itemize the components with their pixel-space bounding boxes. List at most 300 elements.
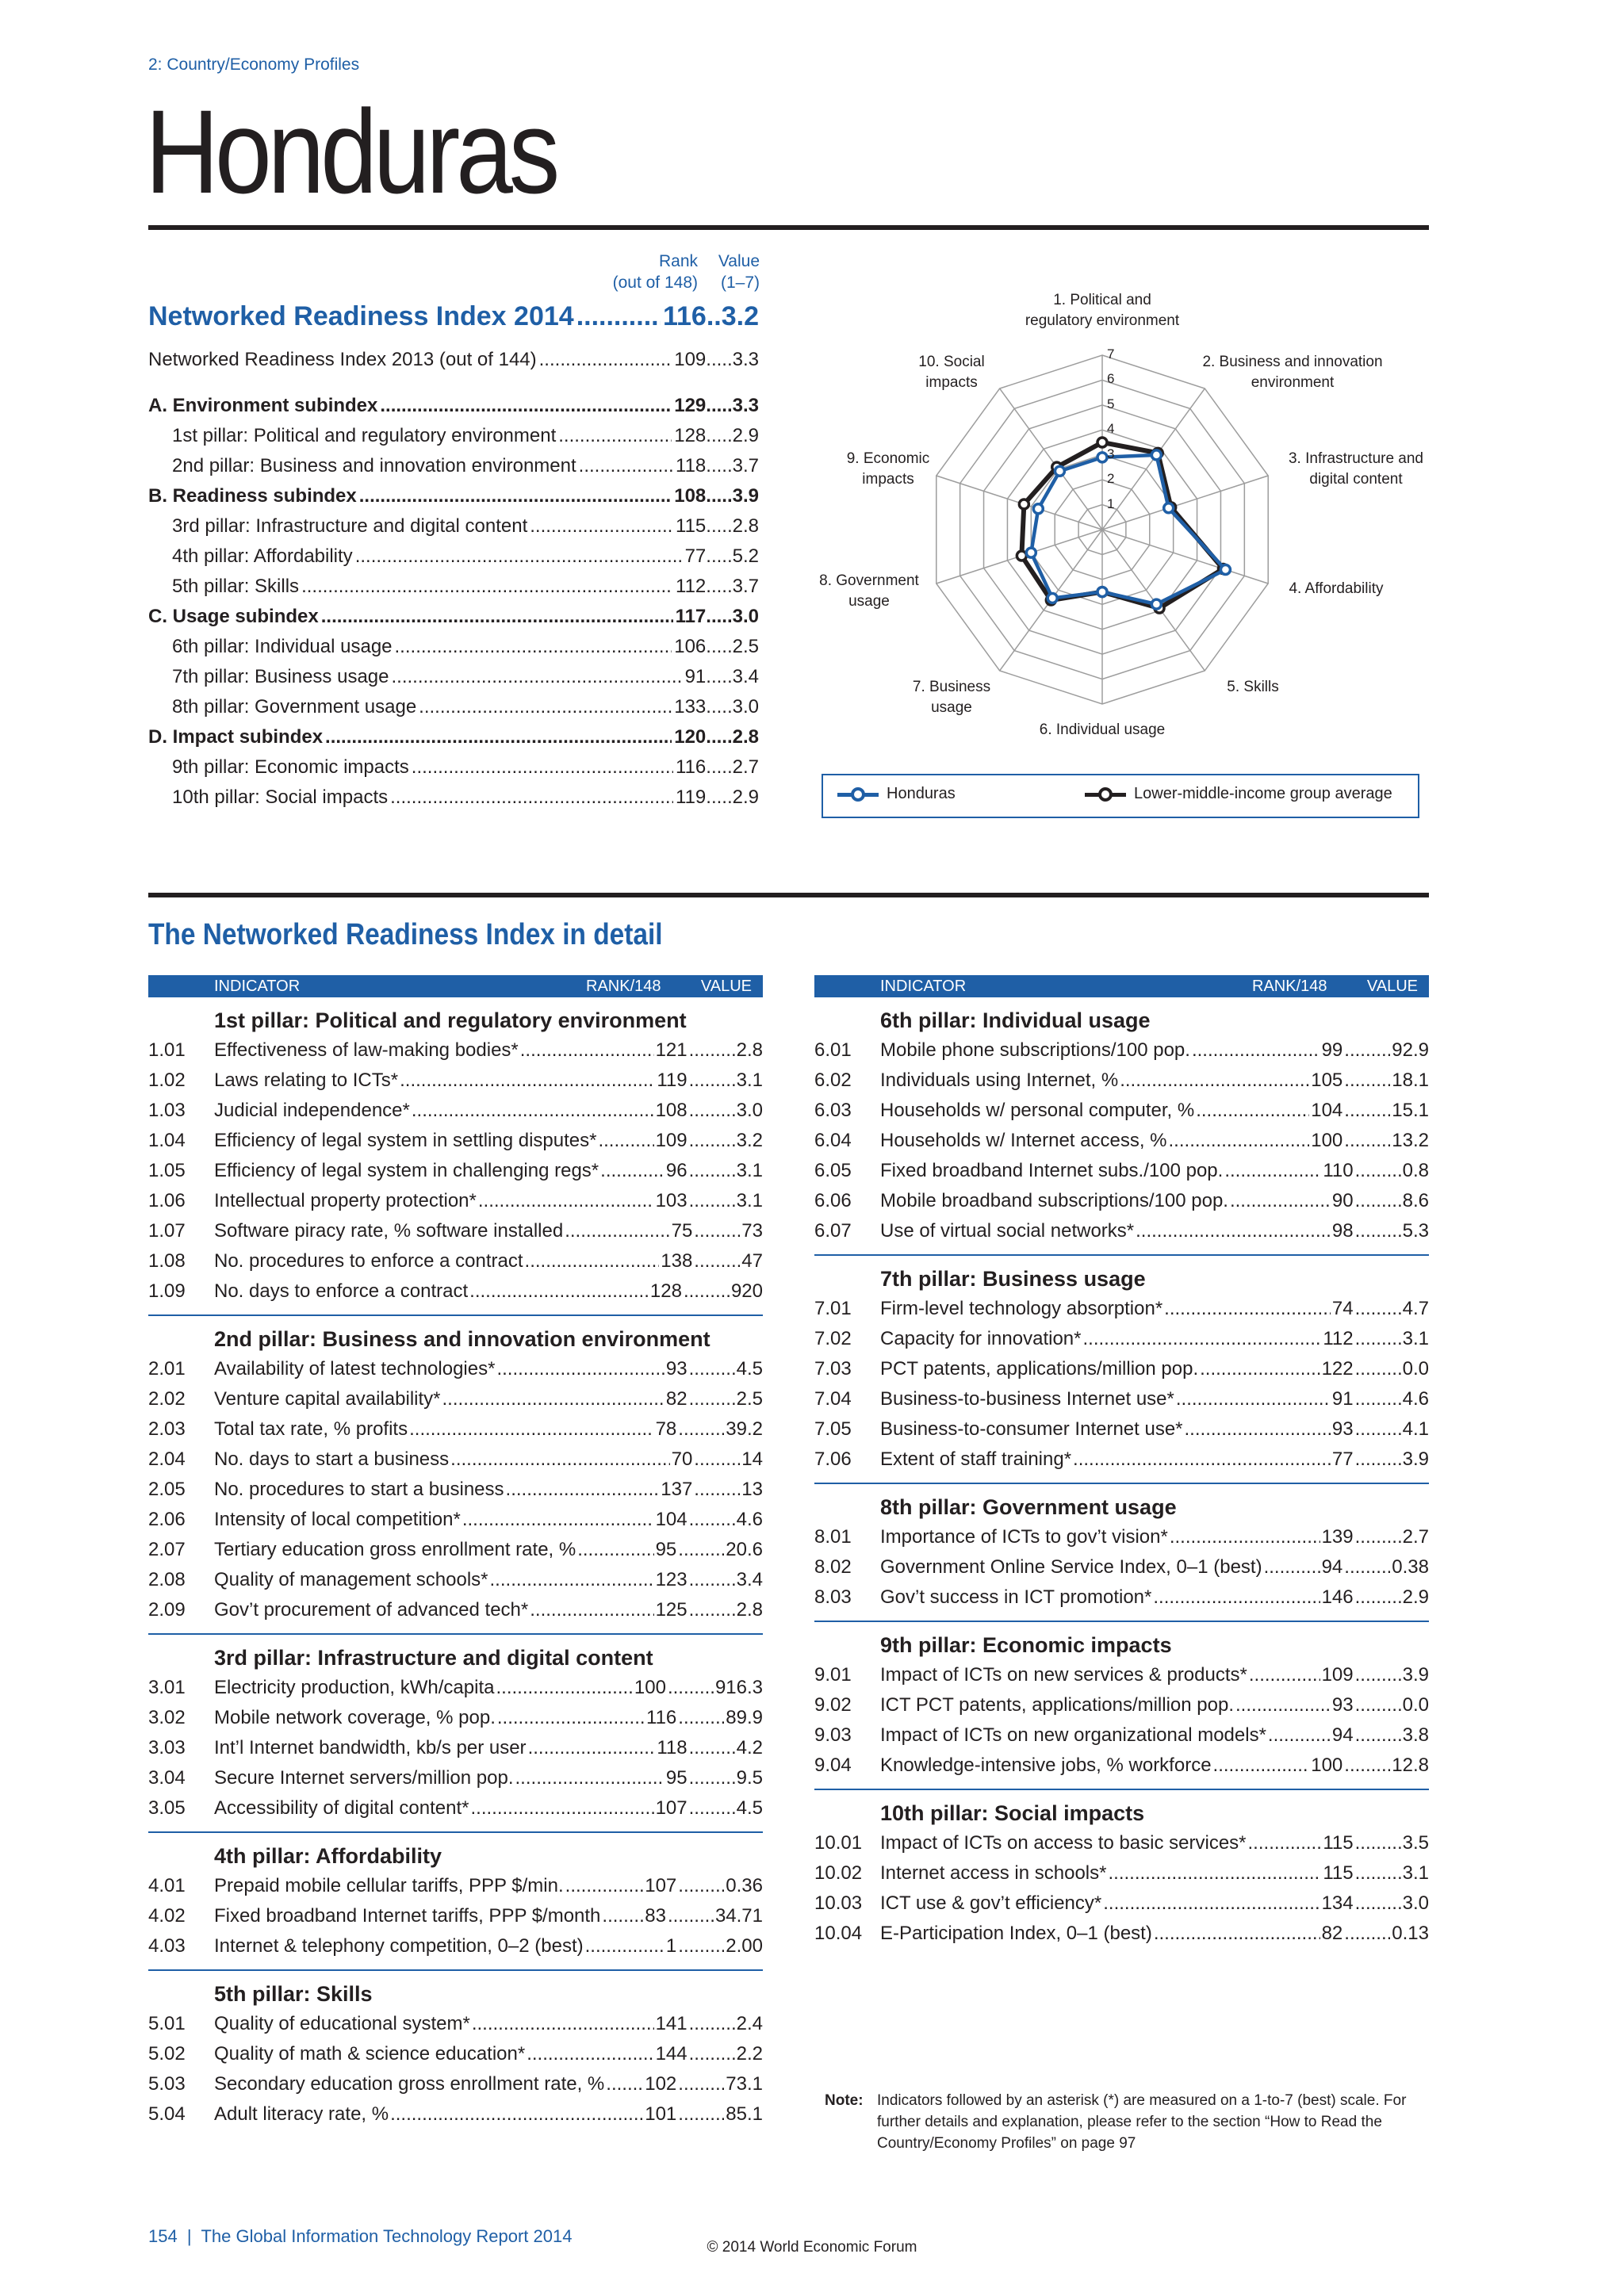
indicator-row: [148, 1565, 763, 1595]
leader-sep: .....: [706, 395, 733, 416]
radar-tick-label: 1: [1107, 496, 1115, 511]
overview-row: [148, 395, 759, 422]
leader-dots: [565, 1875, 644, 1897]
indicator-rank: 116: [646, 1707, 677, 1728]
indicator-rank: 96: [665, 1160, 688, 1181]
column-header-left: [148, 975, 763, 997]
indicator-value: 15.1: [1392, 1100, 1429, 1121]
leader-sep: .....: [706, 756, 733, 778]
indicator-name: Fixed broadband Internet subs./100 pop.: [880, 1160, 1224, 1181]
indicator-value: 0.0: [1402, 1694, 1429, 1716]
leader-dots: [689, 2043, 735, 2065]
leader-dots: [1344, 1039, 1390, 1062]
indicator-rank: 121: [655, 1039, 688, 1061]
indicator-name: No. procedures to start a business: [214, 1479, 504, 1500]
indicator-row: [814, 1186, 1429, 1216]
indicator-name: Government Online Service Index, 0–1 (best): [880, 1556, 1262, 1578]
leader-dots: [668, 1905, 714, 1927]
leader-dots: [684, 1280, 730, 1303]
indicator-value: 2.4: [736, 2013, 763, 2034]
indicator-row: [148, 1186, 763, 1216]
overview-row-value: 2.5: [732, 636, 759, 657]
indicator-value: 3.9: [1402, 1448, 1429, 1470]
indicator-rank: 109: [1321, 1664, 1354, 1686]
indicator-name: Gov’t procurement of advanced tech*: [214, 1599, 529, 1621]
leader-dots: [689, 1797, 735, 1820]
leader-sep: ..: [706, 301, 722, 331]
leader-dots: [689, 1767, 735, 1789]
overview-row-rank: 117: [675, 606, 707, 627]
indicator-row: [148, 1535, 763, 1565]
indicator-rank: 74: [1331, 1298, 1354, 1319]
radar-point: [1055, 466, 1064, 476]
value-header-line1: Value: [718, 252, 760, 270]
indicator-value: 0.13: [1392, 1923, 1429, 1944]
indicator-value: 0.0: [1402, 1358, 1429, 1380]
radar-axis-label-line: regulatory environment: [1025, 312, 1180, 329]
pillar-section: [814, 1005, 1429, 1256]
radar-axis-label-line: 3. Infrastructure and: [1288, 450, 1424, 467]
leader-dots: [600, 1160, 665, 1182]
leader-dots: [1355, 1448, 1401, 1471]
indicator-code: 2.07: [148, 1539, 186, 1560]
indicator-name: Internet access in schools*: [880, 1862, 1107, 1884]
indicator-rank: 115: [1323, 1832, 1354, 1854]
leader-dots: [527, 2043, 653, 2065]
pillar-title: 9th pillar: Economic impacts: [880, 1633, 1172, 1657]
indicator-row: [148, 1066, 763, 1096]
leader-dots: [694, 1448, 740, 1471]
indicator-row: [148, 1384, 763, 1414]
indicator-code: 9.03: [814, 1724, 852, 1746]
indicator-value: 4.2: [736, 1737, 763, 1758]
pillar-title: 5th pillar: Skills: [214, 1982, 373, 2006]
overview-row-value: 5.2: [732, 545, 759, 567]
leader-dots: [1192, 1039, 1320, 1062]
indicator-value: 18.1: [1392, 1070, 1429, 1091]
leader-dots: [1185, 1418, 1331, 1441]
indicator-name: No. days to enforce a contract: [214, 1280, 469, 1302]
radar-axis-label-line: 9. Economic: [846, 450, 930, 467]
pillar-title: 4th pillar: Affordability: [214, 1844, 442, 1868]
indicator-code: 3.03: [148, 1737, 186, 1758]
indicator-row: [814, 1828, 1429, 1858]
leader-dots: [1355, 1160, 1401, 1182]
indicator-value: 9.5: [736, 1767, 763, 1789]
indicator-value: 920: [730, 1280, 763, 1302]
leader-dots: [577, 1539, 653, 1561]
leader-sep: .....: [706, 515, 733, 537]
pillar-divider: [148, 1969, 763, 1971]
radar-axis-label-line: 8. Government: [819, 572, 919, 589]
leader-dots: [442, 1388, 665, 1410]
leader-sep: .....: [706, 696, 733, 718]
legend-swatch-group-average: [1085, 786, 1126, 802]
indicator-code: 3.04: [148, 1767, 186, 1789]
overview-row: [148, 515, 759, 542]
leader-dots: [689, 1039, 735, 1062]
indicator-row: [814, 1035, 1429, 1066]
leader-dots: [471, 1797, 654, 1820]
leader-dots: [1176, 1388, 1331, 1410]
radar-point: [1164, 503, 1174, 513]
leader-dots: [497, 1707, 645, 1729]
indicator-value: 13.2: [1392, 1130, 1429, 1151]
indicator-name: Accessibility of digital content*: [214, 1797, 469, 1819]
indicator-value: 0.36: [726, 1875, 763, 1896]
indicator-rank: 108: [655, 1100, 688, 1121]
leader-dots: [1355, 1526, 1401, 1548]
pillar-title: 1st pillar: Political and regulatory environment: [214, 1008, 687, 1032]
leader-dots: [694, 1220, 740, 1242]
overview-row-value: 2.8: [732, 515, 759, 537]
leader-dots: [412, 756, 673, 779]
indicator-rank: 100: [1311, 1755, 1343, 1776]
indicator-code: 3.02: [148, 1707, 186, 1728]
mid-rule: [148, 893, 1429, 897]
indicator-code: 6.03: [814, 1100, 852, 1121]
overview-row-value: 2.7: [732, 756, 759, 778]
overview-row: [148, 786, 759, 813]
indicator-name: Quality of management schools*: [214, 1569, 488, 1590]
indicator-code: 7.06: [814, 1448, 852, 1470]
leader-dots: [678, 1875, 724, 1897]
leader-dots: [694, 1479, 740, 1501]
indicator-rank: 122: [1321, 1358, 1354, 1380]
indicator-name: Capacity for innovation*: [880, 1328, 1082, 1349]
radar-axis-label: [829, 449, 948, 490]
leader-dots: [579, 455, 673, 477]
indicator-rank: 119: [657, 1070, 688, 1091]
radar-point: [1097, 587, 1107, 597]
leader-dots: [1355, 1832, 1401, 1854]
overview-row-rank: 108: [674, 485, 707, 507]
indicator-value: 47: [741, 1250, 763, 1272]
pillar-section: [814, 1798, 1429, 1949]
indicator-value: 12.8: [1392, 1755, 1429, 1776]
indicator-code: 5.01: [148, 2013, 186, 2034]
leader-dots: [1164, 1298, 1331, 1320]
leader-dots: [689, 1190, 735, 1212]
indicator-code: 7.01: [814, 1298, 852, 1319]
indicator-rank: 104: [655, 1509, 688, 1530]
leader-dots: [528, 1737, 656, 1759]
leader-dots: [1224, 1160, 1321, 1182]
indicator-rank: 146: [1321, 1586, 1354, 1608]
overview-row-label: 5th pillar: Skills: [172, 576, 300, 597]
indicator-name: Software piracy rate, % software installed: [214, 1220, 564, 1242]
indicator-row: [814, 1294, 1429, 1324]
indicator-value: 2.8: [736, 1599, 763, 1621]
indicator-name: Effectiveness of law-making bodies*: [214, 1039, 519, 1061]
indicator-value: 92.9: [1392, 1039, 1429, 1061]
radar-axis-label-line: 2. Business and innovation: [1202, 354, 1383, 370]
leader-dots: [1355, 1220, 1401, 1242]
indicator-value: 34.71: [714, 1905, 763, 1927]
overview-row-value: 3.3: [732, 349, 759, 370]
indicator-value: 2.2: [736, 2043, 763, 2064]
indicator-code: 3.05: [148, 1797, 186, 1819]
leader-sep: .....: [706, 485, 733, 507]
leader-dots: [325, 726, 672, 748]
radar-axis-label: [888, 677, 1015, 718]
leader-dots: [689, 1569, 735, 1591]
indicator-row: [148, 1276, 763, 1307]
overview-row-rank: 120: [674, 726, 707, 748]
indicator-value: 39.2: [726, 1418, 763, 1440]
overview-row-value: 3.9: [732, 485, 759, 507]
indicator-row: [814, 1751, 1429, 1781]
indicator-code: 9.02: [814, 1694, 852, 1716]
leader-dots: [530, 515, 673, 538]
leader-dots: [558, 425, 672, 447]
radar-axis-label: [1257, 579, 1415, 599]
indicator-code: 2.01: [148, 1358, 186, 1380]
indicator-rank: 110: [1323, 1160, 1354, 1181]
indicator-name: Internet & telephony competition, 0–2 (best): [214, 1935, 584, 1957]
indicator-rank: 144: [655, 2043, 688, 2064]
indicator-name: Adult literacy rate, %: [214, 2103, 389, 2125]
overview-row-rank: 77: [684, 545, 707, 567]
overview-row: [148, 636, 759, 663]
indicator-rank: 78: [655, 1418, 677, 1440]
leader-dots: [1154, 1923, 1320, 1945]
detail-title: The Networked Readiness Index in detail: [148, 918, 663, 951]
leader-dots: [1355, 1358, 1401, 1380]
indicator-row: [148, 1414, 763, 1445]
indicator-name: Efficiency of legal system in settling disputes*: [214, 1130, 597, 1151]
detail-column-right: [814, 975, 1429, 1949]
leader-dots: [689, 1070, 735, 1092]
leader-dots: [462, 1509, 654, 1531]
leader-dots: [1170, 1526, 1320, 1548]
leader-sep: .....: [706, 545, 733, 567]
indicator-name: Households w/ Internet access, %: [880, 1130, 1167, 1151]
leader-dots: [1248, 1832, 1322, 1854]
right-pillars: [814, 1005, 1429, 1949]
indicator-row: [814, 1096, 1429, 1126]
indicator-value: 3.1: [736, 1160, 763, 1181]
indicator-code: 2.08: [148, 1569, 186, 1590]
indicator-value: 3.0: [1402, 1892, 1429, 1914]
pillar-title: 6th pillar: Individual usage: [880, 1008, 1151, 1032]
indicator-name: Venture capital availability*: [214, 1388, 441, 1410]
leader-dots: [1200, 1358, 1320, 1380]
overview-row-value: 3.0: [732, 696, 759, 718]
leader-dots: [689, 1388, 735, 1410]
country-title: Honduras: [145, 85, 557, 218]
indicator-code: 6.07: [814, 1220, 852, 1242]
legend-item-honduras: [837, 785, 956, 803]
indicator-name: Business-to-business Internet use*: [880, 1388, 1174, 1410]
indicator-row: [148, 1763, 763, 1793]
indicator-code: 2.06: [148, 1509, 186, 1530]
leader-dots: [1153, 1586, 1320, 1609]
column-header-indicator: INDICATOR: [880, 978, 967, 995]
leader-dots: [565, 1220, 669, 1242]
indicator-row: [814, 1216, 1429, 1246]
leader-dots: [355, 545, 683, 568]
leader-dots: [1169, 1130, 1310, 1152]
overview-row-label: 7th pillar: Business usage: [172, 666, 389, 687]
leader-dots: [1082, 1328, 1321, 1350]
radar-chart: [809, 285, 1443, 840]
indicator-rank: 107: [655, 1797, 688, 1819]
indicator-name: No. procedures to enforce a contract: [214, 1250, 523, 1272]
indicator-row: [814, 1690, 1429, 1720]
indicator-rank: 1: [665, 1935, 677, 1957]
radar-point: [1151, 599, 1161, 609]
indicator-value: 3.2: [736, 1130, 763, 1151]
indicator-code: 5.04: [148, 2103, 186, 2125]
indicator-code: 2.09: [148, 1599, 186, 1621]
indicator-code: 6.02: [814, 1070, 852, 1091]
leader-dots: [490, 1569, 654, 1591]
indicator-name: Tertiary education gross enrollment rate, %: [214, 1539, 576, 1560]
legend-label-group-average: Lower-middle-income group average: [1134, 785, 1392, 802]
leader-dots: [539, 349, 672, 371]
leader-dots: [1344, 1130, 1390, 1152]
overview-row: [148, 425, 759, 452]
indicator-rank: 94: [1321, 1556, 1343, 1578]
indicator-value: 2.00: [726, 1935, 763, 1957]
radar-point: [1097, 438, 1107, 447]
indicator-rank: 95: [665, 1767, 688, 1789]
indicator-rank: 70: [671, 1448, 693, 1470]
indicator-rank: 125: [655, 1599, 688, 1621]
radar-point: [1017, 551, 1026, 561]
indicator-name: Firm-level technology absorption*: [880, 1298, 1163, 1319]
leader-dots: [1344, 1755, 1390, 1777]
nri-2014-rank: 116: [662, 301, 707, 331]
indicator-rank: 118: [657, 1737, 688, 1758]
indicator-rank: 115: [1323, 1862, 1354, 1884]
indicator-row: [814, 1384, 1429, 1414]
legend-item-group-average: [1085, 785, 1392, 803]
indicator-rank: 128: [649, 1280, 682, 1302]
radar-axis-label-line: impacts: [862, 471, 914, 488]
leader-dots: [520, 1039, 654, 1062]
indicator-rank: 141: [655, 2013, 688, 2034]
note-text: Indicators followed by an asterisk (*) are measured on a 1-to-7 (best) scale. For further details and explanation, please refer to the section “How to Read the Country/Economy Profiles” on page 97: [877, 2092, 1407, 2152]
indicator-value: 3.1: [1402, 1862, 1429, 1884]
indicator-code: 1.02: [148, 1070, 186, 1091]
indicator-value: 8.6: [1402, 1190, 1429, 1211]
indicator-name: ICT use & gov’t efficiency*: [880, 1892, 1102, 1914]
overview-row-rank: 133: [674, 696, 707, 718]
radar-axis-label-line: usage: [848, 593, 890, 610]
indicator-code: 9.04: [814, 1755, 852, 1776]
indicator-rank: 134: [1321, 1892, 1354, 1914]
radar-axis-label-line: 4. Affordability: [1289, 580, 1384, 597]
indicator-code: 1.01: [148, 1039, 186, 1061]
leader-sep: .....: [706, 636, 733, 657]
leader-dots: [1213, 1755, 1310, 1777]
indicator-value: 2.5: [736, 1388, 763, 1410]
pillar-section: [148, 1841, 763, 1971]
indicator-code: 1.07: [148, 1220, 186, 1242]
indicator-name: Households w/ personal computer, %: [880, 1100, 1195, 1121]
overview-row-label: 1st pillar: Political and regulatory environment: [172, 425, 557, 446]
radar-axis-label-line: 6. Individual usage: [1039, 721, 1166, 738]
indicator-row: [814, 1552, 1429, 1582]
leader-dots: [1073, 1448, 1331, 1471]
leader-dots: [359, 485, 672, 507]
radar-point: [1019, 499, 1028, 509]
overview-row-rank: 109: [674, 349, 707, 370]
indicator-rank: 102: [645, 2073, 677, 2095]
pillar-divider: [148, 1831, 763, 1833]
indicator-value: 3.1: [736, 1070, 763, 1091]
indicator-row: [814, 1156, 1429, 1186]
indicator-code: 1.08: [148, 1250, 186, 1272]
pillar-section: [148, 1643, 763, 1833]
indicator-value: 2.7: [1402, 1526, 1429, 1548]
indicator-code: 7.02: [814, 1328, 852, 1349]
indicator-row: [148, 1126, 763, 1156]
radar-series-line: [1031, 455, 1225, 604]
indicator-rank: 103: [655, 1190, 688, 1211]
indicator-name: Impact of ICTs on new services & products*: [880, 1664, 1247, 1686]
leader-dots: [602, 1905, 643, 1927]
leader-sep: .....: [706, 726, 733, 748]
pillar-section: [814, 1492, 1429, 1622]
radar-tick-label: 3: [1107, 446, 1115, 461]
indicator-name: Total tax rate, % profits: [214, 1418, 408, 1440]
indicator-code: 1.09: [148, 1280, 186, 1302]
overview-row-rank: 115: [676, 515, 707, 537]
leader-dots: [1108, 1862, 1321, 1885]
indicator-row: [814, 1414, 1429, 1445]
indicator-code: 1.06: [148, 1190, 186, 1211]
overview-row-label: 10th pillar: Social impacts: [172, 786, 389, 808]
indicator-name: Fixed broadband Internet tariffs, PPP $/month: [214, 1905, 601, 1927]
indicator-value: 85.1: [726, 2103, 763, 2125]
radar-axis-label-line: digital content: [1309, 471, 1403, 488]
indicator-value: 14: [741, 1448, 763, 1470]
leader-dots: [689, 1599, 735, 1621]
indicator-value: 4.5: [736, 1358, 763, 1380]
leader-dots: [678, 1539, 724, 1561]
overview-row-rank: 116: [676, 756, 707, 778]
indicator-code: 2.05: [148, 1479, 186, 1500]
overview-row-label: B. Readiness subindex: [148, 485, 357, 507]
indicator-name: Quality of math & science education*: [214, 2043, 526, 2064]
indicator-row: [814, 1582, 1429, 1613]
indicator-name: Knowledge-intensive jobs, % workforce: [880, 1755, 1212, 1776]
indicator-rank: 98: [1331, 1220, 1354, 1242]
legend-label-honduras: Honduras: [887, 785, 956, 802]
overview-row-rank: 128: [674, 425, 707, 446]
overview-row-rank: 106: [674, 636, 707, 657]
leader-sep: .....: [706, 425, 733, 446]
indicator-rank: 93: [1331, 1418, 1354, 1440]
leader-dots: [689, 1509, 735, 1531]
indicator-rank: 138: [661, 1250, 693, 1272]
pillar-section: [148, 1005, 763, 1316]
radar-tick-label: 5: [1107, 396, 1115, 411]
indicator-code: 5.03: [148, 2073, 186, 2095]
leader-dots: [1355, 1892, 1401, 1915]
indicator-rank: 95: [655, 1539, 677, 1560]
radar-point: [1033, 504, 1043, 514]
leader-sep: .....: [706, 349, 733, 370]
leader-dots: [409, 1418, 653, 1441]
indicator-code: 8.01: [814, 1526, 852, 1548]
indicator-name: ICT PCT patents, applications/million pop.: [880, 1694, 1235, 1716]
pillar-title: 10th pillar: Social impacts: [880, 1801, 1145, 1825]
leader-dots: [1355, 1664, 1401, 1686]
